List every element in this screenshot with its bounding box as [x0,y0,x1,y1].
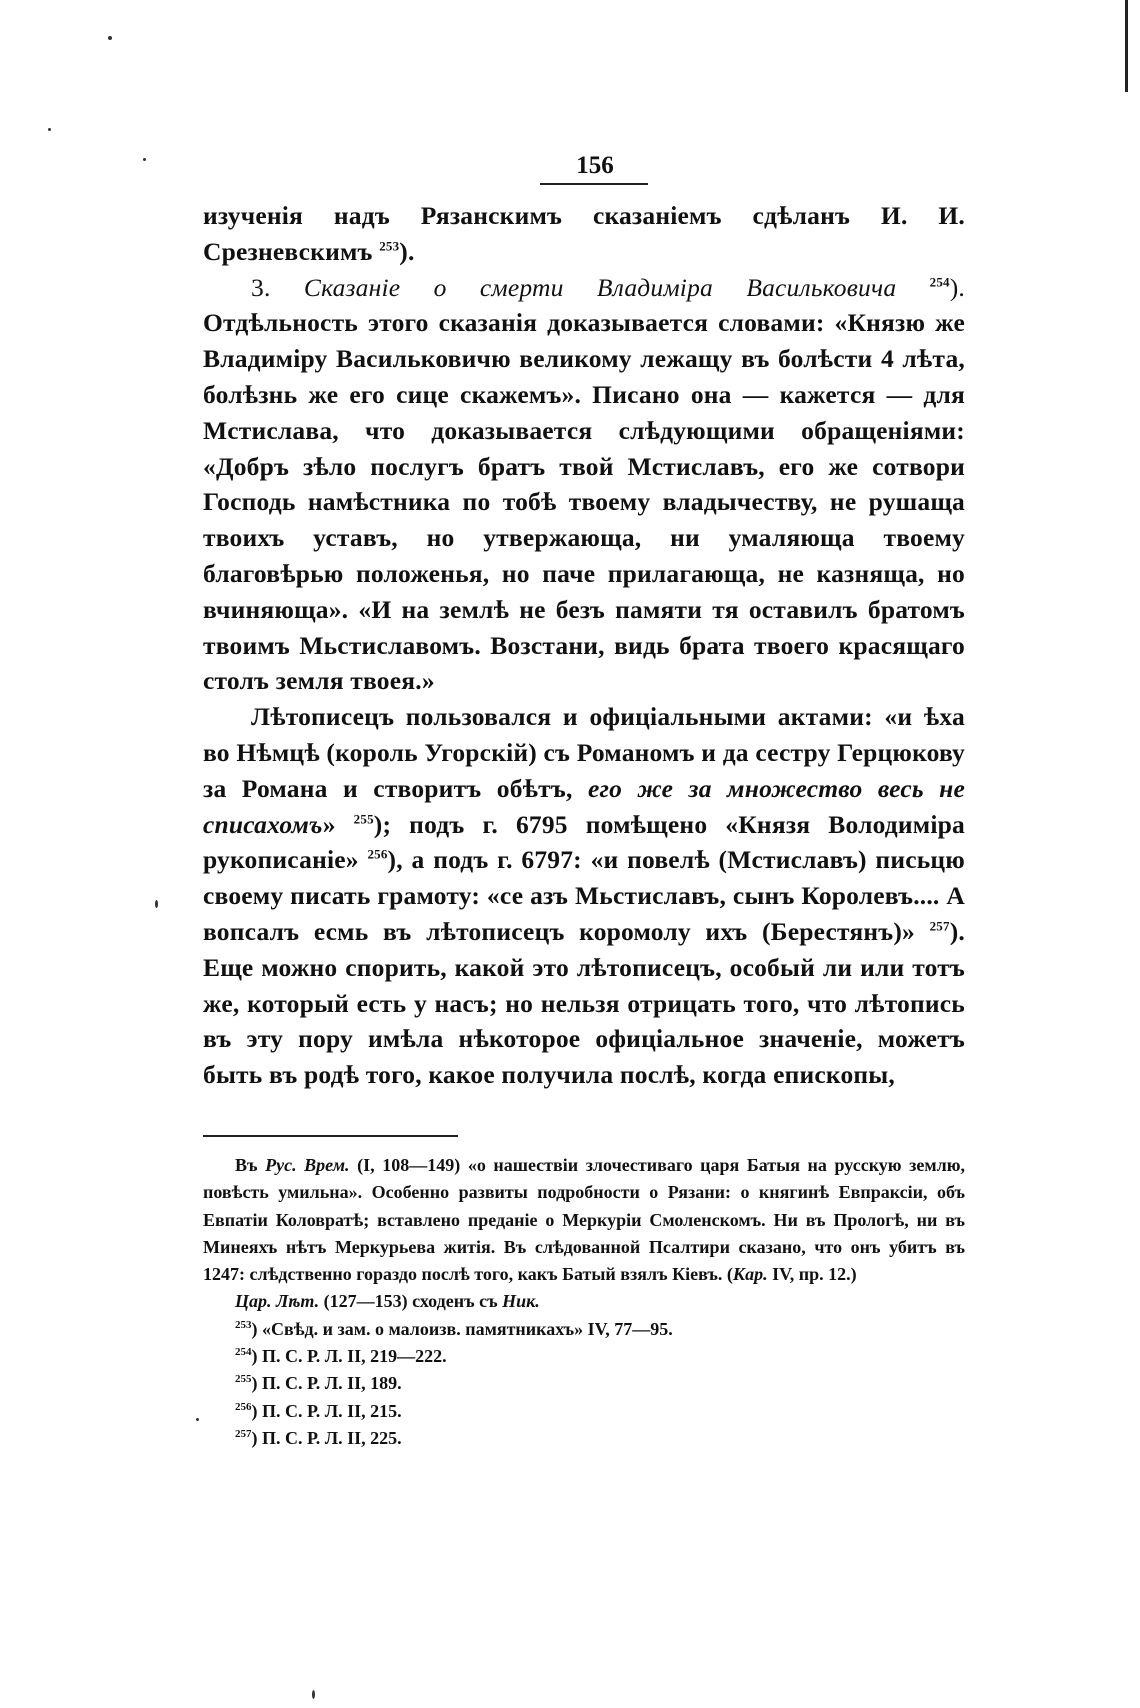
footnote-ref[interactable]: 253 [379,238,400,254]
footnote-ref[interactable]: 256 [367,846,388,862]
footnote-item: $^{254}$) П. С. Р. Л. II, 219—222. [235,1346,447,1367]
footnote-item: $^{257}$) П. С. Р. Л. II, 225. [235,1427,402,1448]
scan-edge-line [1125,0,1128,92]
scan-speck [155,900,158,908]
footnote-ref[interactable]: 257 [929,918,950,934]
footnote-item: $^{253}$) «Свѣд. и зам. о малоизв. памятникахъ» IV, 77—95. [235,1318,673,1339]
footnote-ref[interactable]: 254 [929,274,950,290]
section-title: Сказаніе о смерти Владиміра Васильковича [303,272,897,302]
footnote-second: Цар. Лѣт. (127—153) сходенъ съ Ник. [235,1291,540,1312]
main-text [203,198,965,1093]
scan-speck [196,1418,199,1421]
page-number: 156 [576,152,614,179]
page-number-rule [540,183,648,185]
footnote-intro: Въ Рус. Врем. (I, 108—149) «о нашествіи злочестиваго царя Батыя на русскую землю, повѣсть умильна». Особенно развиты подробности о Рязани: о княгинѣ Евпраксіи, объ Евпатіи Коловратѣ; вставлено преданіе о Меркуріи Смоленскомъ. Ни въ Прологѣ, ни въ Минеяхъ нѣтъ Меркурьева житія. Въ слѣдованной Псалтири сказано, что онъ убитъ въ 1247: слѣдственно гораздо послѣ того, какъ Батый взялъ Кіевъ. (Кар. IV, пр. 12.) [203,1155,965,1285]
scan-speck [108,36,112,40]
scan-speck [48,128,51,131]
footnote-ref[interactable]: 255 [353,811,374,827]
paragraph: изученія надъ Рязанскимъ сказаніемъ сдѣланъ И. И. Срезневскимъ $^{253}$). [203,201,965,266]
footnote-item: $^{255}$) П. С. Р. Л. II, 189. [235,1373,402,1394]
paragraph: Лѣтописецъ пользовался и офиціальными актами: «и ѣха во Нѣмцѣ (король Угорскій) съ Романомъ и да сестру Герцюкову за Романа и створитъ обѣтъ, его же за множество весь не списахомъ» $^{255}$); подъ г. 6795 помѣщено «Князя Володиміра рукописаніе» $^{256}$), а подъ г. 6797: «и повелѣ (Мстиславъ) письцю своему писать грамоту: «се азъ Мьстиславъ, сынъ Королевъ.... А вопсалъ есмь въ лѣтописецъ коромолу ихъ (Берестянъ)» $^{257}$). Еще можно спорить, какой это лѣтописецъ, особый ли или тотъ же, который есть у насъ; но нельзя отрицать того, что лѣтопись въ эту пору имѣла нѣкоторое офиціальное значеніе, можетъ быть въ родѣ того, какое получила послѣ, когда епископы, [203,702,966,1090]
scan-speck [143,158,146,161]
footnote-item: $^{256}$) П. С. Р. Л. II, 215. [235,1400,402,1421]
paragraph: 3. Сказаніе о смерти Владиміра Васильковича $^{254}$). Отдѣльность этого сказанія доказывается словами: «Князю же Владиміру Васильковичю великому лежащу въ болѣсти 4 лѣта, болѣзнь же его сице скажемъ». Писано она — кажется — для Мстислава, что доказывается слѣдующими обращеніями: «Добръ зѣло послугъ братъ твой Мстиславъ, его же сотвори Господь намѣстника по тобѣ твоему владычеству, не рушаща твоихъ уставъ, но утвержающа, ни умаляюща твоему благовѣрью положенья, но паче прилагающа, не казняща, но вчиняюща». «И на землѣ не безъ памяти тя оставилъ братомъ твоимъ Мьстиславомъ. Возстани, видь брата твоего красящаго столъ земля твоея.» [203,272,966,696]
footnotes [203,1152,965,1452]
scan-speck [312,1690,315,1699]
footnote-rule [203,1135,458,1137]
